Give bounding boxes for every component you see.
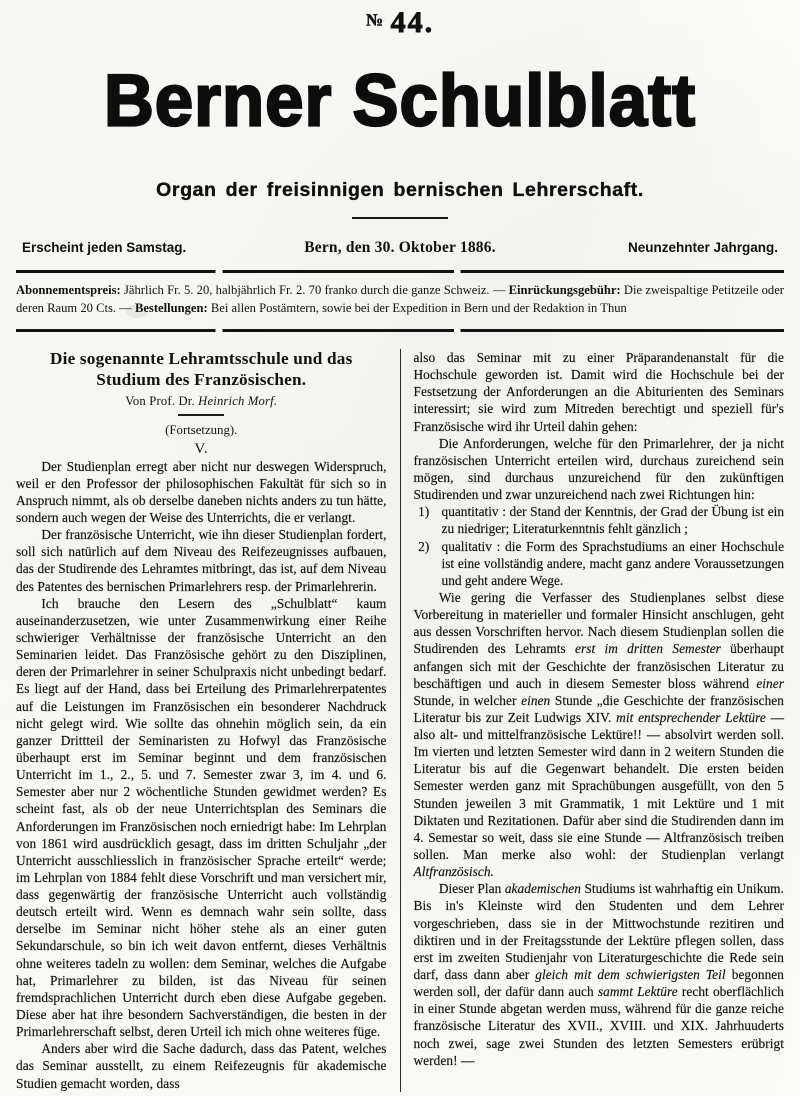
byline-divider [178, 414, 224, 415]
masthead-meta-row [14, 239, 786, 257]
article-continuation-note: (Fortsetzung). [165, 422, 238, 437]
paper-subtitle: Organ der freisinnigen bernischen Lehrerschaft. [156, 179, 644, 202]
body-columns [14, 349, 786, 1092]
rule-above-subscription [16, 270, 784, 273]
issue-number: 44. [390, 6, 435, 39]
paragraph-part: Wie gering die Verfasser des Studienplanes selbst diese Vorbereitung in materieller und formaler Hinsicht anschlugen, geht aus dessen Vorschriften hervor. Nach diesem Studienplan sollen die Studirenden des Lehramts [413, 589, 784, 657]
orders-label: Bestellungen: [134, 301, 208, 316]
subscription-price-label: Abonnementspreis: [16, 283, 121, 298]
article-title-line-1: Die sogenannte Lehramtsschule und das [50, 348, 353, 368]
paragraph: Der Studienplan erregt aber nicht nur deswegen Widerspruch, weil er den Professor der philosophischen Fakultät für sich so in Anspruch nimmt, als ob derselbe daneben nichts anders zu tun hätte, sondern auch wegen der Weise des Unterrichts, die er verlangt. [16, 458, 387, 525]
list-item-text: qualitativ : die Form des Sprachstudiums an einer Hochschule ist eine vollständig andere, macht ganz andere Voraussetzungen und geht andere Wege. [441, 538, 784, 588]
emphasis: mit entsprechender Lektüre [616, 709, 766, 725]
column-right [400, 349, 785, 1092]
paragraph-part: begonnen werden soll, der dafür dann auch [413, 967, 784, 1000]
paragraph [414, 880, 785, 1069]
advertising-fee-text: Die zweispaltige Petitzeile oder deren Raum 20 Cts. — [16, 283, 784, 316]
byline-prefix: Von Prof. Dr. [125, 394, 199, 409]
list-item [414, 503, 785, 537]
paragraph-part: recht oberflächlich in einer Stunde abgetan werden muss, während für die ganze reiche französische Literatur des XVII., XVIII. und XIX. Jahrhuuderts noch zwei, sage zwei Stunden des letzten Semesters erübrigt werden! — [413, 984, 784, 1068]
list-item-marker: 2) [418, 538, 430, 554]
requirements-list [414, 503, 785, 589]
article-byline [16, 394, 387, 409]
emphasis: einen [521, 692, 551, 708]
masthead-divider [352, 217, 448, 219]
paragraph-part: überhaupt anfangen sich mit der Geschichte der französischen Literatur zu beschäftigen und auch in diesem Semester bloss während [413, 641, 784, 691]
emphasis: sammt Lektüre [597, 984, 678, 1000]
issue-number-line [14, 0, 786, 38]
list-item-marker: 1) [418, 504, 430, 520]
rule-below-subscription [16, 329, 784, 332]
list-item [414, 538, 785, 589]
paragraph-part: Stunde „die Geschichte der französischen Literatur bis zur Zeit Ludwigs XIV. [413, 692, 784, 725]
emphasis: akademischen [504, 881, 581, 897]
paragraph: Anders aber wird die Sache dadurch, dass das Patent, welches das Seminar ausstellt, zu einem Reifezeugnis für akademische Studien gemacht worden, dass [16, 1041, 387, 1091]
paragraph: Der französische Unterricht, wie ihn dieser Studienplan fordert, soll sich natürlich auf dem Niveau des Reifezeugnisses aufbauen, das der Studirende des Lehramtes mitbringt, das ist, auf dem Niveau des Patentes des bernischen Primarlehrers resp. der Primarlehrerin. [16, 527, 387, 594]
paragraph [414, 589, 785, 880]
article-section-number: V. [194, 440, 209, 457]
article-title-line-2: Studium des Französischen. [96, 369, 307, 389]
paper-title: Berner Schulblatt [103, 59, 697, 142]
paragraph: also das Seminar mit zu einer Präparandenanstalt für die Hochschule geworden ist. Damit wird die Hochschule bei der Festsetzung der Anforderungen an die Abiturienten des Seminars interessirt; sie wird zum Mitreden berechtigt und speziell für's Französische wird ihr Urteil dahin gehen: [413, 349, 784, 434]
emphasis: Altfranzösisch. [413, 864, 494, 880]
paragraph-part: Stunde, in welcher [413, 692, 522, 708]
subscription-terms [16, 282, 784, 318]
subscription-price-text: Jährlich Fr. 5. 20, halbjährlich Fr. 2. 70 franko durch die ganze Schweiz. — [120, 283, 509, 298]
article-title [16, 349, 387, 390]
numero-sign: № [365, 10, 383, 30]
emphasis: gleich mit dem schwierigsten Teil [535, 967, 726, 983]
place-and-date: Bern, den 30. Oktober 1886. [304, 239, 496, 257]
paragraph: Ich brauche den Lesern des „Schulblatt“ kaum auseinanderzusetzen, wie unter Zusammenwirkung einer Reihe schwieriger Verhältnisse der französische Unterricht an den Seminarien leidet. Das Französische gehört zu den Disziplinen, deren der Primarlehrer in seiner Schulpraxis nicht unbedingt bedarf. Es liegt auf der Hand, dass bei Erteilung des Primarlehrerpatentes auf die Leistungen im Französischen ein besonderer Nachdruck nicht gelegt wird. Wie sollte das ohnehin möglich sein, da ein ganzer Drittteil der Seminaristen zu Hofwyl das Französische überhaupt erst im Seminar beginnt und dem französischen Unterricht im 1., 2., 5. und 7. Semester zwar 3, im 4. und 6. Semester aber nur 2 wöchentliche Stunden gewidmet werden? Es scheint fast, als ob der neue Unterrichtsplan des Seminars die Anforderungen im Französischen noch erniedrigt habe: Im Lehrplan von 1861 wird ausdrücklich gesagt, dass im dritten Schuljahr „der Unterricht ausschliesslich in französischer Sprache erteilt“ werde; im Lehrplan von 1884 fehlt diese Vorschrift und man versichert mir, dass gegenwärtig der französische Unterricht auch vollständig deutsch erteilt wird. Wenn es demnach wahr sein sollte, dass derselbe im Seminar nicht höher stehe als an einer guten Sekundarschule, so bin ich weit davon entfernt, dieses Verhältnis ohne weiteres tadeln zu wollen: dem Seminar, welches die Aufgabe hat, Primarlehrer zu bilden, ist das Niveau für seinen fremdsprachlichen Unterricht durch eben diese Aufgabe gegeben. Diese aber hat ihre besondern Sachverständigen, die besten in der Primarlehrerschaft selbst, deren Urteil ich mich ohne weiteres füge. [16, 595, 387, 1040]
paragraph-part: Dieser Plan [438, 881, 505, 897]
volume-year: Neunzehnter Jahrgang. [627, 240, 778, 256]
byline-author: Heinrich Morf. [198, 394, 278, 409]
list-item-text: quantitativ : der Stand der Kenntnis, der Grad der Übung ist ein zu niedriger; Literaturkenntnis fehlt gänzlich ; [441, 504, 784, 537]
column-left [16, 349, 400, 1092]
paragraph-part: Studiums ist wahrhaftig ein Unikum. Bis in's Kleinste wird den Studenten und dem Lehrer vorgeschrieben, dass sie in der Mittwochstunde rezitiren und diktiren und in der Freitagsstunde der Lektüre pflegen sollen, dass erst im zweiten Studienjahr von Literaturgeschichte die Rede sein darf, dass dann aber [413, 881, 784, 983]
publication-frequency: Erscheint jeden Samstag. [22, 240, 187, 256]
emphasis: erst im dritten Semester [575, 641, 721, 657]
advertising-fee-label: Einrückungsgebühr: [508, 283, 621, 298]
emphasis: einer [756, 675, 784, 691]
paragraph: Die Anforderungen, welche für den Primarlehrer, der ja nicht französischen Unterricht erteilen wird, durchaus zureichend sein mögen, sind durchaus unzureichend für den zukünftigen Studirenden und zwar unzureichend nach zwei Richtungen hin: [413, 435, 784, 503]
orders-text: Bei allen Postämtern, sowie bei der Expedition in Bern und der Redaktion in Thun [207, 301, 627, 316]
paragraph-part: — also alt- und mittelfranzösische Lektüre!! — absolvirt werden soll. Im vierten und letzten Semester wird dann in 2 weitern Stunden die Literatur bis auf die Gegenwart behandelt. Die ersten beiden Semester werden ganz mit Sprachübungen ausgefüllt, von den 5 Stunden jeweilen 3 mit Grammatik, 1 mit Lektüre und 1 mit Diktaten und Rezitationen. Dafür aber sind die Studirenden dann im 4. Semestar so weit, dass sie eine Stunde — Altfranzösisch treiben sollen. Man merke also wohl: der Studienplan verlangt [413, 709, 784, 863]
